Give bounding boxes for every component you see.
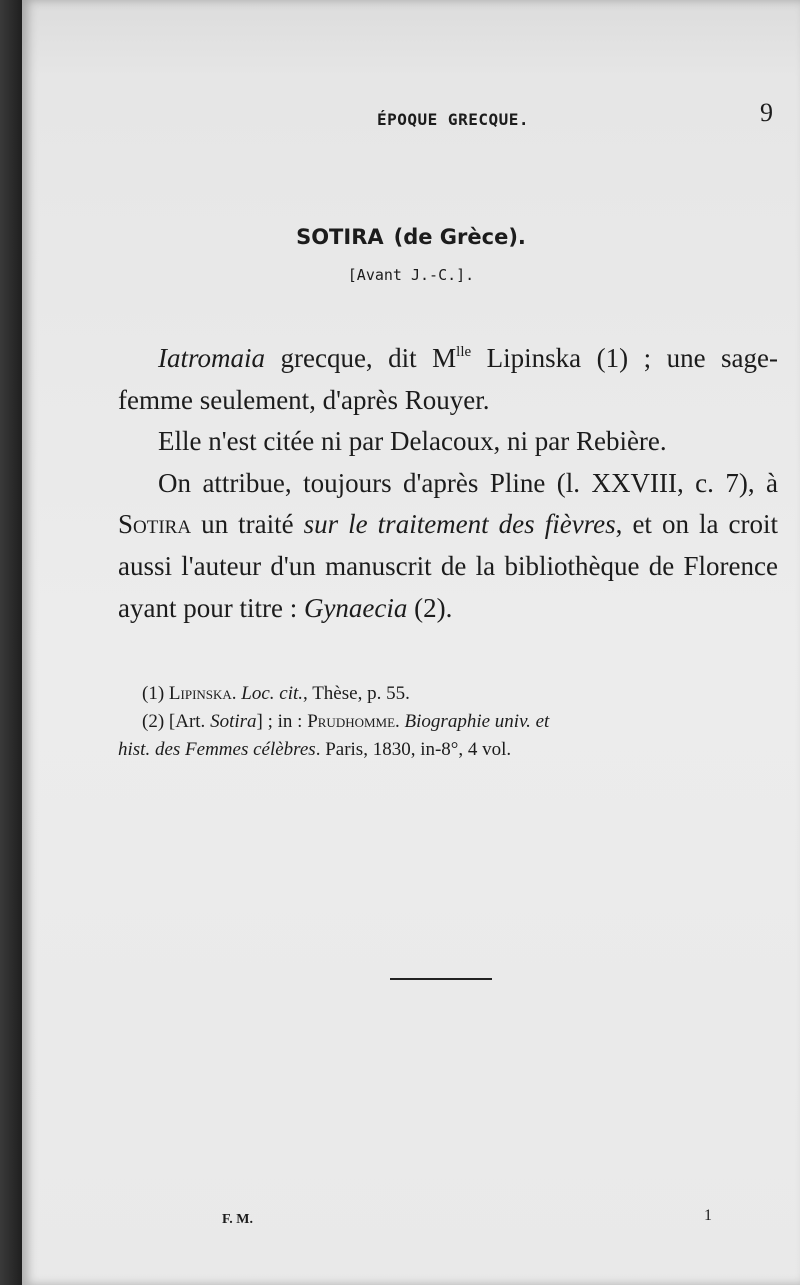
footnote-italic: hist. des Femmes célèbres [118,739,316,760]
paragraph-3-text-4: (2). [407,592,453,623]
entry-name: SOTIRA [296,225,384,249]
footnote-marker: (1) [142,683,169,704]
footnote-author: Lipinska [168,683,232,704]
paragraph-2: Elle n'est citée ni par Delacoux, ni par Rebière. [158,426,667,457]
footnote-italic: Loc. cit. [241,683,304,704]
name-smallcaps: Sotira [118,509,192,540]
paragraph-1 [118,332,778,421]
manuscript-title: Gynaecia [303,592,408,623]
entry-date: [Avant J.-C.]. [347,266,475,284]
footnote-marker: (2) [Art. [142,711,211,732]
paragraph-3-text-2: un traité [191,509,304,540]
footnote-1: (1) Lipinska. Loc. cit., Thèse, p. 55. [142,683,410,704]
page-edge-shadow [0,0,22,1285]
running-head: ÉPOQUE GRECQUE. [377,110,529,129]
end-rule [390,978,492,980]
paragraph-1-text: grecque, dit M [265,343,457,373]
superscript: lle [456,344,472,360]
signature-number: 1 [704,1207,712,1224]
footnote-2-line-2 [118,736,778,764]
italic-term: Iatromaia [158,343,265,373]
footnote-text: . [395,711,405,732]
entry-qualifier: (de Grèce). [393,225,526,249]
footnote-2 [118,708,778,736]
footnote-italic: Sotira [210,711,257,732]
entry-title [22,225,800,249]
paragraph-1-text-2: Lipinska (1) ; une sage-femme seulement, d'après Rouyer. [118,343,778,415]
footnote-text: , Thèse, p. 55. [303,683,410,704]
paragraph-3 [118,463,778,629]
paragraph-3-text-3: , et on la croit aussi l'auteur d'un manuscrit de la bibliothèque de Florence ayant pour titre : [118,509,778,623]
printer-signature: F. M. [222,1212,253,1227]
book-page [22,0,800,1285]
paragraph-3-text: On attribue, toujours d'après Pline (l. XXVIII, c. 7), à [158,467,778,498]
footnotes [118,680,778,764]
footnote-italic: Biographie univ. et [404,711,550,732]
footnote-text: ] ; in : [256,711,308,732]
footnote-text: . Paris, 1830, in-8°, 4 vol. [315,739,512,760]
treatise-title: sur le traitement des fièvres [303,509,616,540]
page-number: 9 [760,98,773,127]
footnote-author: Prudhomme [307,711,396,732]
entry-body [118,332,778,629]
